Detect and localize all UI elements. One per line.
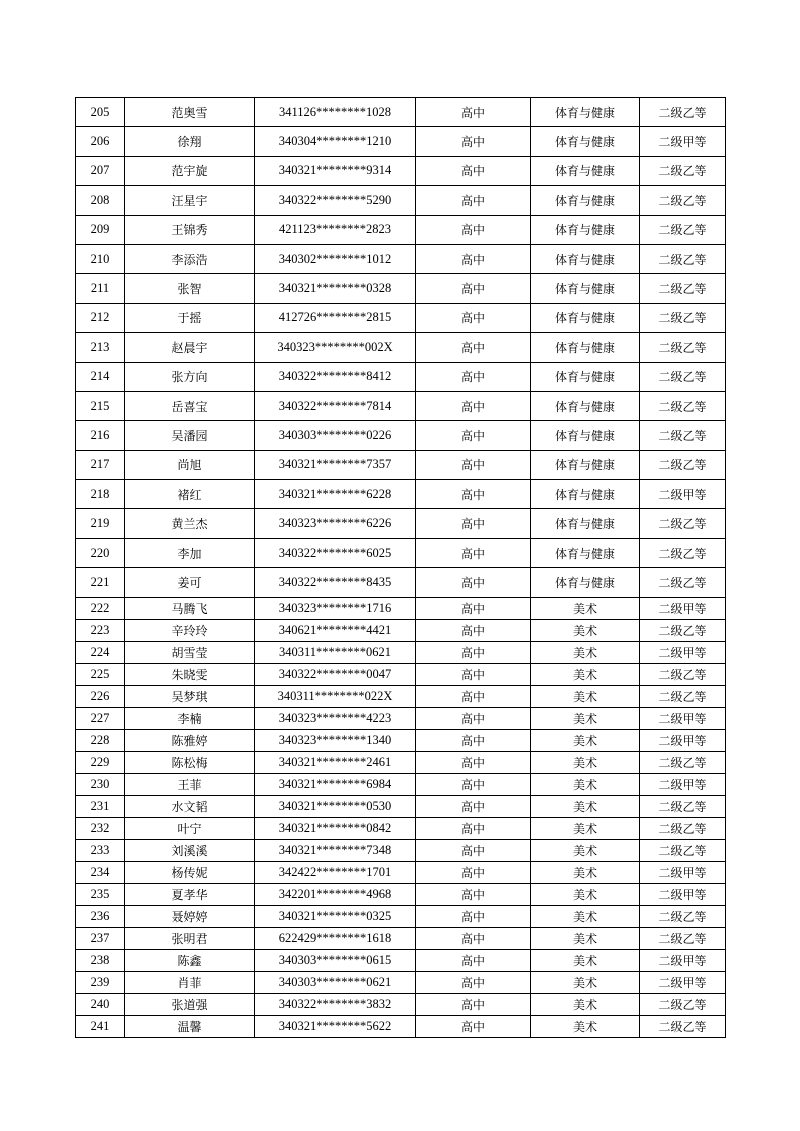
row-number-cell: 232 xyxy=(76,817,125,839)
subject-cell: 美术 xyxy=(531,839,640,861)
table-row xyxy=(76,861,726,883)
proficiency-grade-cell: 二级乙等 xyxy=(640,795,726,817)
subject-cell: 体育与健康 xyxy=(531,421,640,450)
row-number-cell: 206 xyxy=(76,127,125,156)
subject-cell: 美术 xyxy=(531,773,640,795)
table-row xyxy=(76,839,726,861)
table-row xyxy=(76,244,726,273)
proficiency-grade-cell: 二级乙等 xyxy=(640,663,726,685)
proficiency-grade-cell: 二级甲等 xyxy=(640,773,726,795)
school-level-cell: 高中 xyxy=(416,480,531,509)
person-name-cell: 温馨 xyxy=(125,1015,255,1037)
person-name-cell: 于摇 xyxy=(125,303,255,332)
school-level-cell: 高中 xyxy=(416,186,531,215)
row-number-cell: 207 xyxy=(76,156,125,185)
proficiency-grade-cell: 二级乙等 xyxy=(640,98,726,127)
subject-cell: 体育与健康 xyxy=(531,244,640,273)
subject-cell: 美术 xyxy=(531,663,640,685)
table-row xyxy=(76,480,726,509)
person-name-cell: 陈鑫 xyxy=(125,949,255,971)
table-row xyxy=(76,883,726,905)
id-number-cell: 340321********0530 xyxy=(255,795,416,817)
proficiency-grade-cell: 二级乙等 xyxy=(640,156,726,185)
proficiency-grade-cell: 二级乙等 xyxy=(640,421,726,450)
school-level-cell: 高中 xyxy=(416,421,531,450)
table-row xyxy=(76,333,726,362)
person-name-cell: 李添浩 xyxy=(125,244,255,273)
person-name-cell: 吴潘园 xyxy=(125,421,255,450)
school-level-cell: 高中 xyxy=(416,127,531,156)
school-level-cell: 高中 xyxy=(416,685,531,707)
row-number-cell: 240 xyxy=(76,993,125,1015)
subject-cell: 美术 xyxy=(531,993,640,1015)
school-level-cell: 高中 xyxy=(416,861,531,883)
table-row xyxy=(76,773,726,795)
school-level-cell: 高中 xyxy=(416,817,531,839)
id-number-cell: 340321********2461 xyxy=(255,751,416,773)
row-number-cell: 228 xyxy=(76,729,125,751)
school-level-cell: 高中 xyxy=(416,949,531,971)
id-number-cell: 340321********0842 xyxy=(255,817,416,839)
subject-cell: 体育与健康 xyxy=(531,450,640,479)
id-number-cell: 340322********8435 xyxy=(255,568,416,597)
person-name-cell: 张道强 xyxy=(125,993,255,1015)
school-level-cell: 高中 xyxy=(416,156,531,185)
id-number-cell: 340322********5290 xyxy=(255,186,416,215)
row-number-cell: 214 xyxy=(76,362,125,391)
row-number-cell: 233 xyxy=(76,839,125,861)
person-name-cell: 辛玲玲 xyxy=(125,619,255,641)
id-number-cell: 341126********1028 xyxy=(255,98,416,127)
id-number-cell: 340303********0615 xyxy=(255,949,416,971)
id-number-cell: 340322********8412 xyxy=(255,362,416,391)
person-name-cell: 马腾飞 xyxy=(125,597,255,619)
school-level-cell: 高中 xyxy=(416,707,531,729)
proficiency-grade-cell: 二级乙等 xyxy=(640,619,726,641)
table-row xyxy=(76,597,726,619)
subject-cell: 美术 xyxy=(531,1015,640,1037)
proficiency-grade-cell: 二级乙等 xyxy=(640,927,726,949)
subject-cell: 体育与健康 xyxy=(531,333,640,362)
subject-cell: 美术 xyxy=(531,707,640,729)
id-number-cell: 340321********5622 xyxy=(255,1015,416,1037)
subject-cell: 美术 xyxy=(531,905,640,927)
row-number-cell: 208 xyxy=(76,186,125,215)
proficiency-grade-cell: 二级乙等 xyxy=(640,215,726,244)
proficiency-grade-cell: 二级乙等 xyxy=(640,509,726,538)
proficiency-grade-cell: 二级乙等 xyxy=(640,538,726,567)
person-name-cell: 黄兰杰 xyxy=(125,509,255,538)
row-number-cell: 223 xyxy=(76,619,125,641)
proficiency-grade-cell: 二级乙等 xyxy=(640,568,726,597)
table-row xyxy=(76,509,726,538)
subject-cell: 美术 xyxy=(531,619,640,641)
school-level-cell: 高中 xyxy=(416,538,531,567)
school-level-cell: 高中 xyxy=(416,905,531,927)
subject-cell: 体育与健康 xyxy=(531,391,640,420)
table-row xyxy=(76,362,726,391)
id-number-cell: 340321********6228 xyxy=(255,480,416,509)
certificate-roster-table xyxy=(75,97,726,1038)
person-name-cell: 叶宁 xyxy=(125,817,255,839)
school-level-cell: 高中 xyxy=(416,619,531,641)
row-number-cell: 229 xyxy=(76,751,125,773)
person-name-cell: 朱晓雯 xyxy=(125,663,255,685)
person-name-cell: 张明君 xyxy=(125,927,255,949)
proficiency-grade-cell: 二级甲等 xyxy=(640,949,726,971)
subject-cell: 美术 xyxy=(531,641,640,663)
table-row xyxy=(76,421,726,450)
row-number-cell: 234 xyxy=(76,861,125,883)
row-number-cell: 215 xyxy=(76,391,125,420)
row-number-cell: 205 xyxy=(76,98,125,127)
proficiency-grade-cell: 二级乙等 xyxy=(640,993,726,1015)
id-number-cell: 340321********9314 xyxy=(255,156,416,185)
person-name-cell: 水文韬 xyxy=(125,795,255,817)
person-name-cell: 胡雪莹 xyxy=(125,641,255,663)
row-number-cell: 221 xyxy=(76,568,125,597)
table-row xyxy=(76,949,726,971)
row-number-cell: 230 xyxy=(76,773,125,795)
table-row xyxy=(76,303,726,332)
id-number-cell: 340311********0621 xyxy=(255,641,416,663)
person-name-cell: 范奥雪 xyxy=(125,98,255,127)
id-number-cell: 340321********6984 xyxy=(255,773,416,795)
id-number-cell: 340323********1340 xyxy=(255,729,416,751)
table-row xyxy=(76,817,726,839)
subject-cell: 体育与健康 xyxy=(531,568,640,597)
table-row xyxy=(76,538,726,567)
person-name-cell: 张方向 xyxy=(125,362,255,391)
person-name-cell: 范宇旋 xyxy=(125,156,255,185)
table-row xyxy=(76,641,726,663)
school-level-cell: 高中 xyxy=(416,971,531,993)
row-number-cell: 210 xyxy=(76,244,125,273)
person-name-cell: 肖菲 xyxy=(125,971,255,993)
subject-cell: 美术 xyxy=(531,685,640,707)
proficiency-grade-cell: 二级乙等 xyxy=(640,685,726,707)
subject-cell: 美术 xyxy=(531,971,640,993)
proficiency-grade-cell: 二级甲等 xyxy=(640,883,726,905)
table-row xyxy=(76,663,726,685)
subject-cell: 美术 xyxy=(531,817,640,839)
proficiency-grade-cell: 二级甲等 xyxy=(640,861,726,883)
table-row xyxy=(76,391,726,420)
id-number-cell: 340322********6025 xyxy=(255,538,416,567)
subject-cell: 体育与健康 xyxy=(531,274,640,303)
school-level-cell: 高中 xyxy=(416,663,531,685)
school-level-cell: 高中 xyxy=(416,751,531,773)
id-number-cell: 340323********002X xyxy=(255,333,416,362)
id-number-cell: 340321********7348 xyxy=(255,839,416,861)
row-number-cell: 213 xyxy=(76,333,125,362)
id-number-cell: 340322********3832 xyxy=(255,993,416,1015)
school-level-cell: 高中 xyxy=(416,215,531,244)
id-number-cell: 340323********6226 xyxy=(255,509,416,538)
row-number-cell: 212 xyxy=(76,303,125,332)
id-number-cell: 340321********7357 xyxy=(255,450,416,479)
row-number-cell: 216 xyxy=(76,421,125,450)
person-name-cell: 王锦秀 xyxy=(125,215,255,244)
row-number-cell: 241 xyxy=(76,1015,125,1037)
row-number-cell: 226 xyxy=(76,685,125,707)
row-number-cell: 222 xyxy=(76,597,125,619)
table-row xyxy=(76,751,726,773)
school-level-cell: 高中 xyxy=(416,362,531,391)
proficiency-grade-cell: 二级甲等 xyxy=(640,707,726,729)
proficiency-grade-cell: 二级乙等 xyxy=(640,751,726,773)
person-name-cell: 李楠 xyxy=(125,707,255,729)
id-number-cell: 342422********1701 xyxy=(255,861,416,883)
person-name-cell: 李加 xyxy=(125,538,255,567)
id-number-cell: 342201********4968 xyxy=(255,883,416,905)
subject-cell: 美术 xyxy=(531,597,640,619)
id-number-cell: 340304********1210 xyxy=(255,127,416,156)
person-name-cell: 杨传妮 xyxy=(125,861,255,883)
school-level-cell: 高中 xyxy=(416,927,531,949)
table-row xyxy=(76,98,726,127)
school-level-cell: 高中 xyxy=(416,98,531,127)
proficiency-grade-cell: 二级甲等 xyxy=(640,480,726,509)
id-number-cell: 340323********1716 xyxy=(255,597,416,619)
proficiency-grade-cell: 二级甲等 xyxy=(640,597,726,619)
row-number-cell: 218 xyxy=(76,480,125,509)
proficiency-grade-cell: 二级乙等 xyxy=(640,244,726,273)
subject-cell: 体育与健康 xyxy=(531,186,640,215)
row-number-cell: 238 xyxy=(76,949,125,971)
id-number-cell: 340323********4223 xyxy=(255,707,416,729)
subject-cell: 美术 xyxy=(531,795,640,817)
id-number-cell: 340322********0047 xyxy=(255,663,416,685)
proficiency-grade-cell: 二级乙等 xyxy=(640,186,726,215)
person-name-cell: 陈松梅 xyxy=(125,751,255,773)
id-number-cell: 340321********0328 xyxy=(255,274,416,303)
id-number-cell: 340303********0226 xyxy=(255,421,416,450)
id-number-cell: 340303********0621 xyxy=(255,971,416,993)
table-row xyxy=(76,215,726,244)
person-name-cell: 刘溪溪 xyxy=(125,839,255,861)
id-number-cell: 622429********1618 xyxy=(255,927,416,949)
subject-cell: 体育与健康 xyxy=(531,156,640,185)
id-number-cell: 340621********4421 xyxy=(255,619,416,641)
subject-cell: 体育与健康 xyxy=(531,215,640,244)
person-name-cell: 陈雅婷 xyxy=(125,729,255,751)
subject-cell: 体育与健康 xyxy=(531,127,640,156)
school-level-cell: 高中 xyxy=(416,509,531,538)
proficiency-grade-cell: 二级乙等 xyxy=(640,303,726,332)
table-row xyxy=(76,927,726,949)
school-level-cell: 高中 xyxy=(416,1015,531,1037)
subject-cell: 体育与健康 xyxy=(531,303,640,332)
proficiency-grade-cell: 二级乙等 xyxy=(640,839,726,861)
proficiency-grade-cell: 二级甲等 xyxy=(640,971,726,993)
school-level-cell: 高中 xyxy=(416,839,531,861)
table-row xyxy=(76,568,726,597)
subject-cell: 美术 xyxy=(531,949,640,971)
person-name-cell: 夏孝华 xyxy=(125,883,255,905)
subject-cell: 美术 xyxy=(531,729,640,751)
table-row xyxy=(76,993,726,1015)
school-level-cell: 高中 xyxy=(416,303,531,332)
school-level-cell: 高中 xyxy=(416,244,531,273)
proficiency-grade-cell: 二级甲等 xyxy=(640,729,726,751)
row-number-cell: 235 xyxy=(76,883,125,905)
row-number-cell: 211 xyxy=(76,274,125,303)
subject-cell: 体育与健康 xyxy=(531,98,640,127)
row-number-cell: 219 xyxy=(76,509,125,538)
row-number-cell: 217 xyxy=(76,450,125,479)
proficiency-grade-cell: 二级甲等 xyxy=(640,641,726,663)
table-row xyxy=(76,729,726,751)
person-name-cell: 聂婷婷 xyxy=(125,905,255,927)
table-row xyxy=(76,127,726,156)
school-level-cell: 高中 xyxy=(416,568,531,597)
subject-cell: 体育与健康 xyxy=(531,538,640,567)
subject-cell: 美术 xyxy=(531,861,640,883)
subject-cell: 体育与健康 xyxy=(531,509,640,538)
proficiency-grade-cell: 二级乙等 xyxy=(640,391,726,420)
proficiency-grade-cell: 二级乙等 xyxy=(640,905,726,927)
table-row xyxy=(76,707,726,729)
school-level-cell: 高中 xyxy=(416,333,531,362)
id-number-cell: 340322********7814 xyxy=(255,391,416,420)
subject-cell: 体育与健康 xyxy=(531,362,640,391)
subject-cell: 体育与健康 xyxy=(531,480,640,509)
row-number-cell: 209 xyxy=(76,215,125,244)
person-name-cell: 褚红 xyxy=(125,480,255,509)
person-name-cell: 汪星宇 xyxy=(125,186,255,215)
table-row xyxy=(76,685,726,707)
id-number-cell: 340311********022X xyxy=(255,685,416,707)
school-level-cell: 高中 xyxy=(416,597,531,619)
table-row xyxy=(76,619,726,641)
person-name-cell: 岳喜宝 xyxy=(125,391,255,420)
school-level-cell: 高中 xyxy=(416,391,531,420)
person-name-cell: 尚旭 xyxy=(125,450,255,479)
school-level-cell: 高中 xyxy=(416,883,531,905)
proficiency-grade-cell: 二级乙等 xyxy=(640,1015,726,1037)
person-name-cell: 吴梦琪 xyxy=(125,685,255,707)
school-level-cell: 高中 xyxy=(416,795,531,817)
proficiency-grade-cell: 二级乙等 xyxy=(640,274,726,303)
id-number-cell: 421123********2823 xyxy=(255,215,416,244)
person-name-cell: 王菲 xyxy=(125,773,255,795)
row-number-cell: 236 xyxy=(76,905,125,927)
table-row xyxy=(76,795,726,817)
proficiency-grade-cell: 二级乙等 xyxy=(640,333,726,362)
row-number-cell: 227 xyxy=(76,707,125,729)
school-level-cell: 高中 xyxy=(416,773,531,795)
row-number-cell: 220 xyxy=(76,538,125,567)
row-number-cell: 237 xyxy=(76,927,125,949)
table-row xyxy=(76,156,726,185)
row-number-cell: 231 xyxy=(76,795,125,817)
roster-body xyxy=(76,98,726,1038)
id-number-cell: 340302********1012 xyxy=(255,244,416,273)
table-row xyxy=(76,450,726,479)
school-level-cell: 高中 xyxy=(416,274,531,303)
id-number-cell: 412726********2815 xyxy=(255,303,416,332)
school-level-cell: 高中 xyxy=(416,450,531,479)
table-row xyxy=(76,1015,726,1037)
school-level-cell: 高中 xyxy=(416,641,531,663)
id-number-cell: 340321********0325 xyxy=(255,905,416,927)
person-name-cell: 徐翔 xyxy=(125,127,255,156)
table-row xyxy=(76,971,726,993)
person-name-cell: 张智 xyxy=(125,274,255,303)
subject-cell: 美术 xyxy=(531,927,640,949)
person-name-cell: 赵晨宇 xyxy=(125,333,255,362)
subject-cell: 美术 xyxy=(531,883,640,905)
school-level-cell: 高中 xyxy=(416,729,531,751)
table-row xyxy=(76,186,726,215)
proficiency-grade-cell: 二级乙等 xyxy=(640,362,726,391)
table-row xyxy=(76,274,726,303)
row-number-cell: 239 xyxy=(76,971,125,993)
proficiency-grade-cell: 二级乙等 xyxy=(640,817,726,839)
row-number-cell: 224 xyxy=(76,641,125,663)
table-row xyxy=(76,905,726,927)
person-name-cell: 姜可 xyxy=(125,568,255,597)
school-level-cell: 高中 xyxy=(416,993,531,1015)
row-number-cell: 225 xyxy=(76,663,125,685)
proficiency-grade-cell: 二级甲等 xyxy=(640,127,726,156)
subject-cell: 美术 xyxy=(531,751,640,773)
proficiency-grade-cell: 二级乙等 xyxy=(640,450,726,479)
